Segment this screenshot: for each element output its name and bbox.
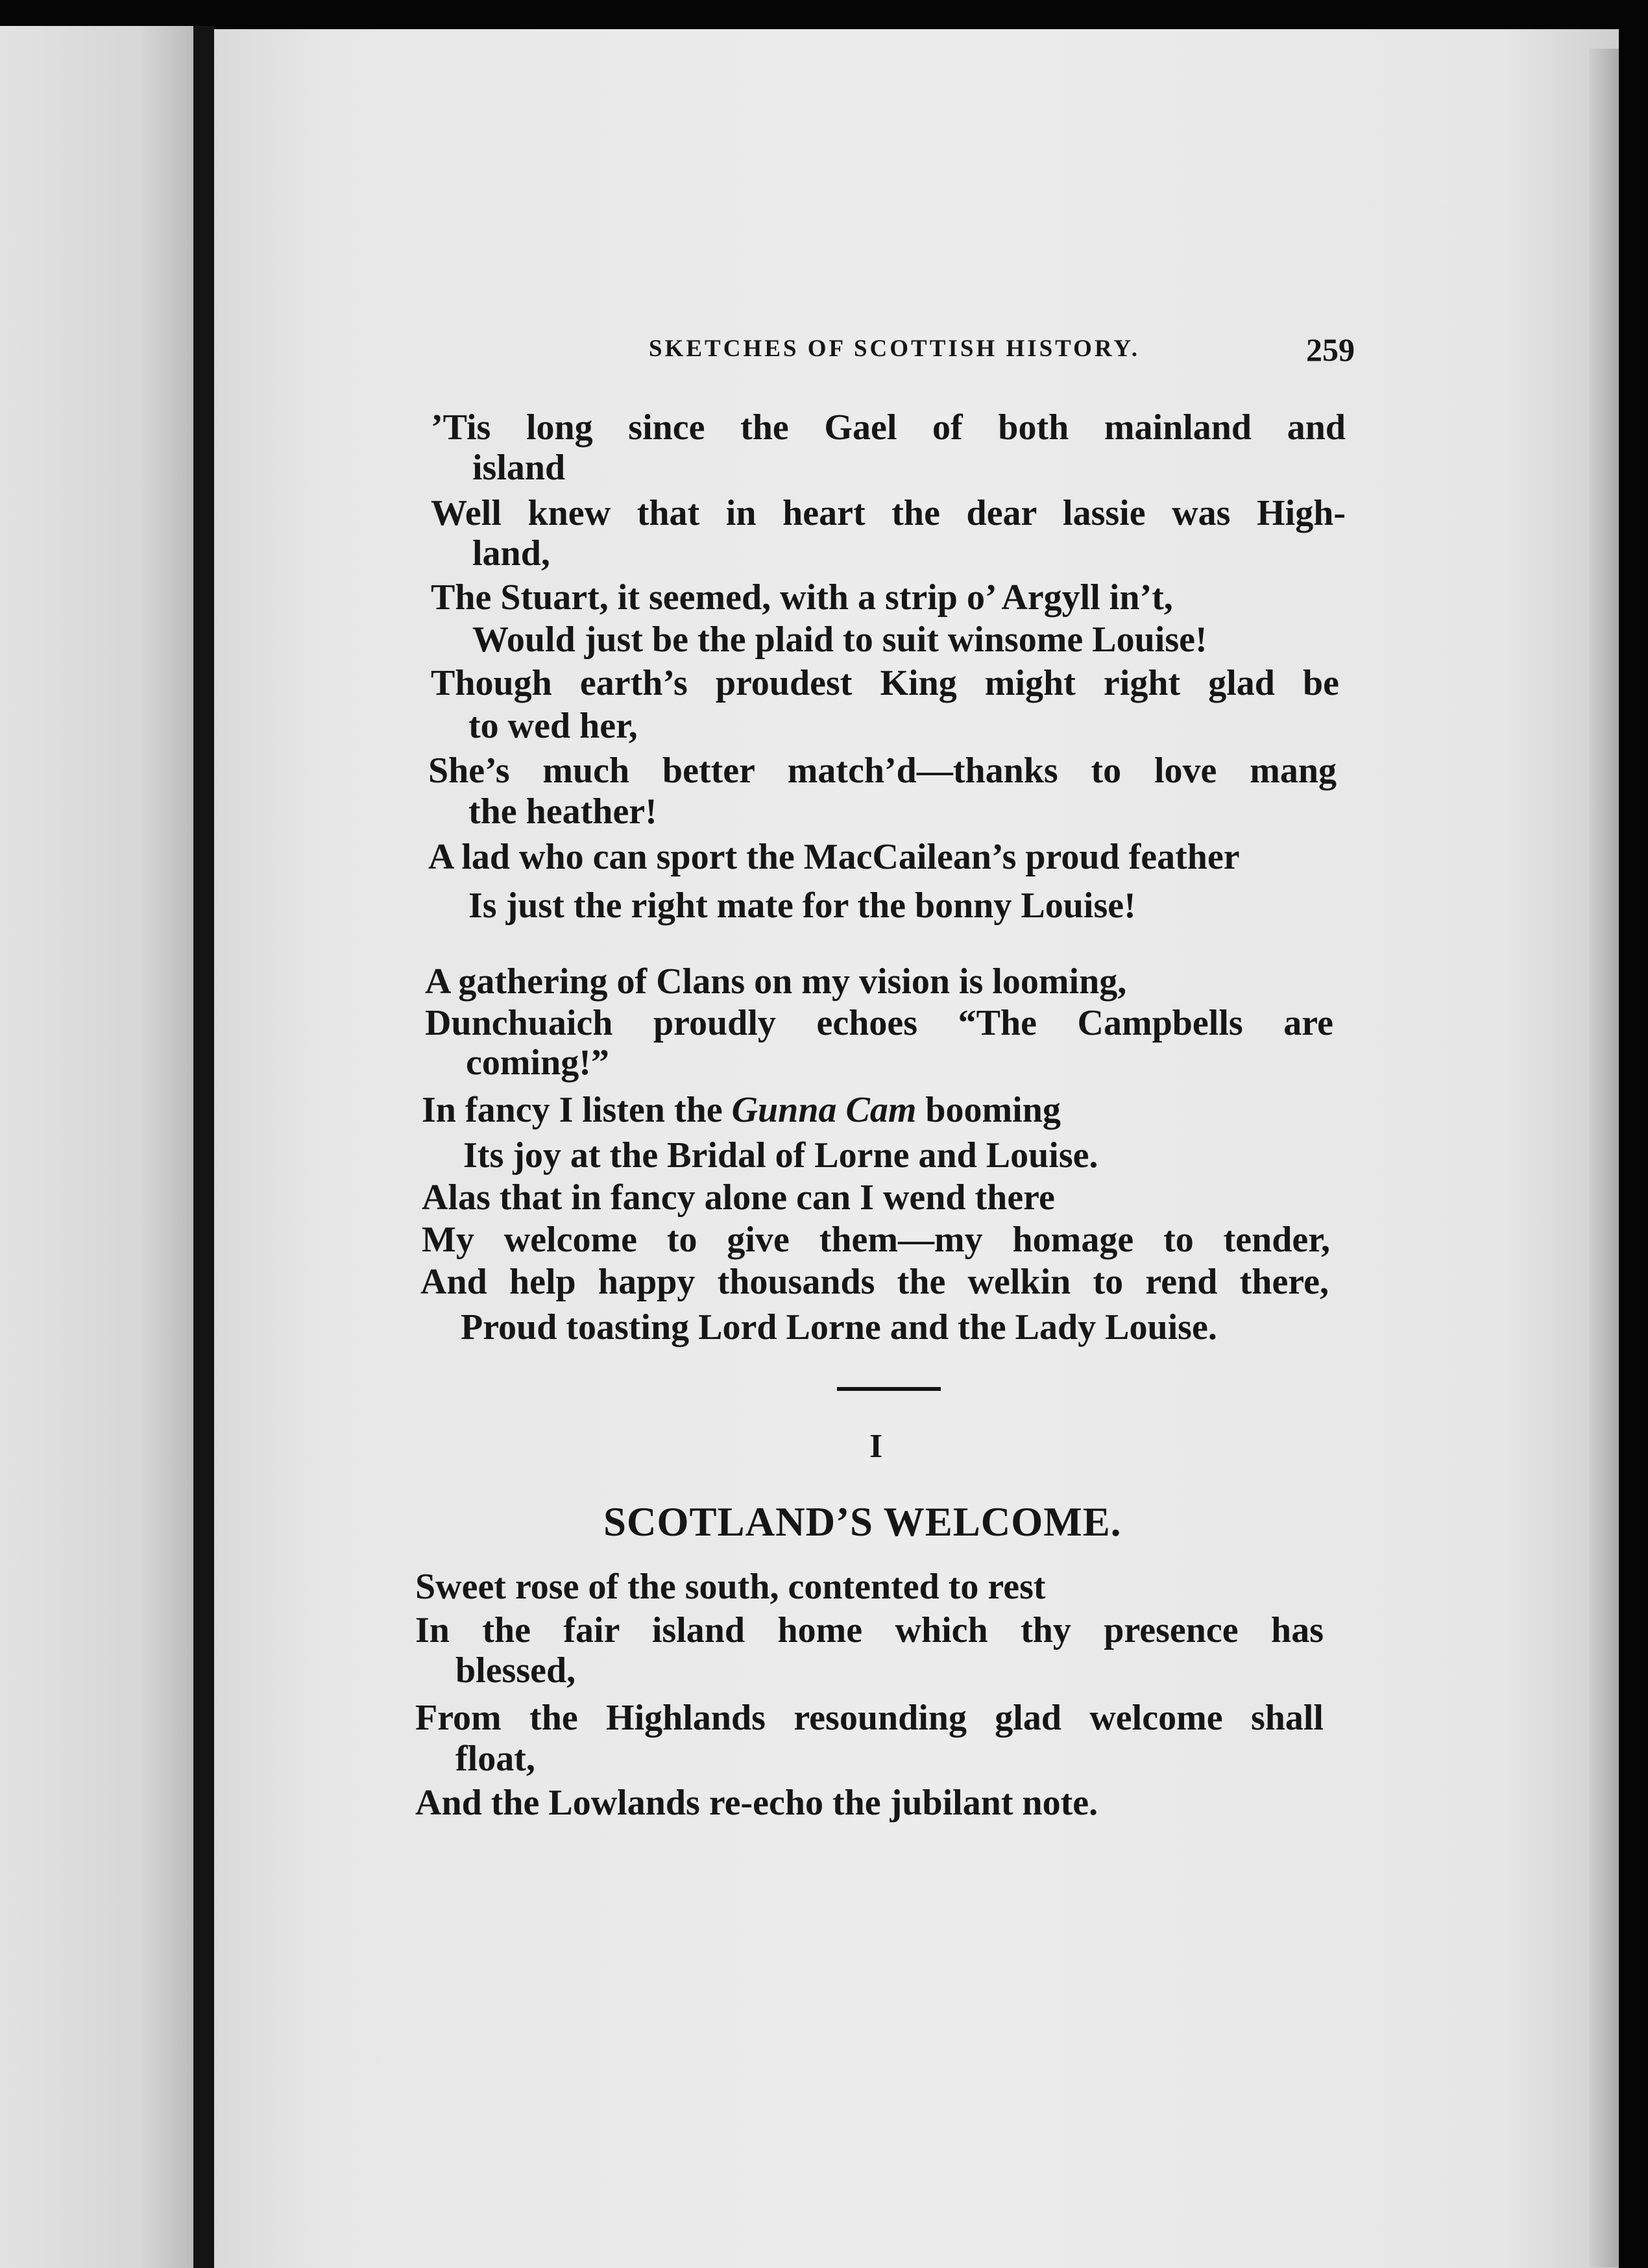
poem-line: Proud toasting Lord Lorne and the Lady Louise. — [461, 1307, 1217, 1347]
poem-line: A gathering of Clans on my vision is looming, — [425, 961, 1127, 1002]
poem-line: ’Tis long since the Gael of both mainland and — [431, 407, 1346, 448]
poem-line: Sweet rose of the south, contented to rest — [415, 1567, 1046, 1607]
italic-term: Gunna Cam — [731, 1090, 917, 1130]
poem-line: Its joy at the Bridal of Lorne and Louise. — [463, 1135, 1098, 1176]
poem-title: SCOTLAND’S WELCOME. — [603, 1499, 1122, 1545]
poem-line: Though earth’s proudest King might right glad be — [431, 663, 1339, 703]
poem-line: float, — [455, 1739, 535, 1779]
poem-line: And the Lowlands re-echo the jubilant note. — [415, 1783, 1098, 1823]
poem-line: blessed, — [455, 1650, 576, 1691]
page-edge — [1589, 49, 1619, 2267]
poem-line: coming!” — [466, 1043, 609, 1083]
poem-line: In the fair island home which thy presence has — [415, 1610, 1324, 1650]
poem-text: booming — [916, 1090, 1061, 1130]
poem-line: And help happy thousands the welkin to rend there, — [420, 1262, 1329, 1302]
poem-line: Well knew that in heart the dear lassie was High- — [431, 493, 1346, 533]
poem-line — [422, 1090, 1061, 1130]
poem-line: A lad who can sport the MacCailean’s proud feather — [428, 837, 1240, 877]
poem-line: My welcome to give them—my homage to tender, — [422, 1220, 1330, 1260]
poem-line: The Stuart, it seemed, with a strip o’ Argyll in’t, — [431, 577, 1173, 618]
poem-line: Is just the right mate for the bonny Louise! — [468, 886, 1136, 926]
section-numeral: I — [869, 1428, 883, 1465]
poem-line: Dunchuaich proudly echoes “The Campbells are — [425, 1003, 1333, 1043]
poem-line: She’s much better match’d—thanks to love mang — [428, 751, 1337, 791]
poem-line: island — [472, 448, 566, 488]
running-title: SKETCHES OF SCOTTISH HISTORY. — [649, 335, 1140, 362]
book-spine — [193, 26, 214, 2268]
poem-line: Alas that in fancy alone can I wend there — [422, 1177, 1055, 1218]
poem-line: land, — [472, 533, 550, 573]
page-number: 259 — [1306, 332, 1355, 368]
poem-line: Would just be the plaid to suit winsome Louise! — [472, 620, 1207, 660]
section-divider — [837, 1387, 941, 1391]
page-header — [435, 331, 1355, 376]
poem-line: to wed her, — [468, 706, 638, 746]
facing-page — [0, 26, 198, 2268]
poem-line: From the Highlands resounding glad welcome shall — [415, 1698, 1324, 1738]
poem-line: the heather! — [468, 791, 657, 832]
poem-text: In fancy I listen the — [422, 1090, 732, 1130]
